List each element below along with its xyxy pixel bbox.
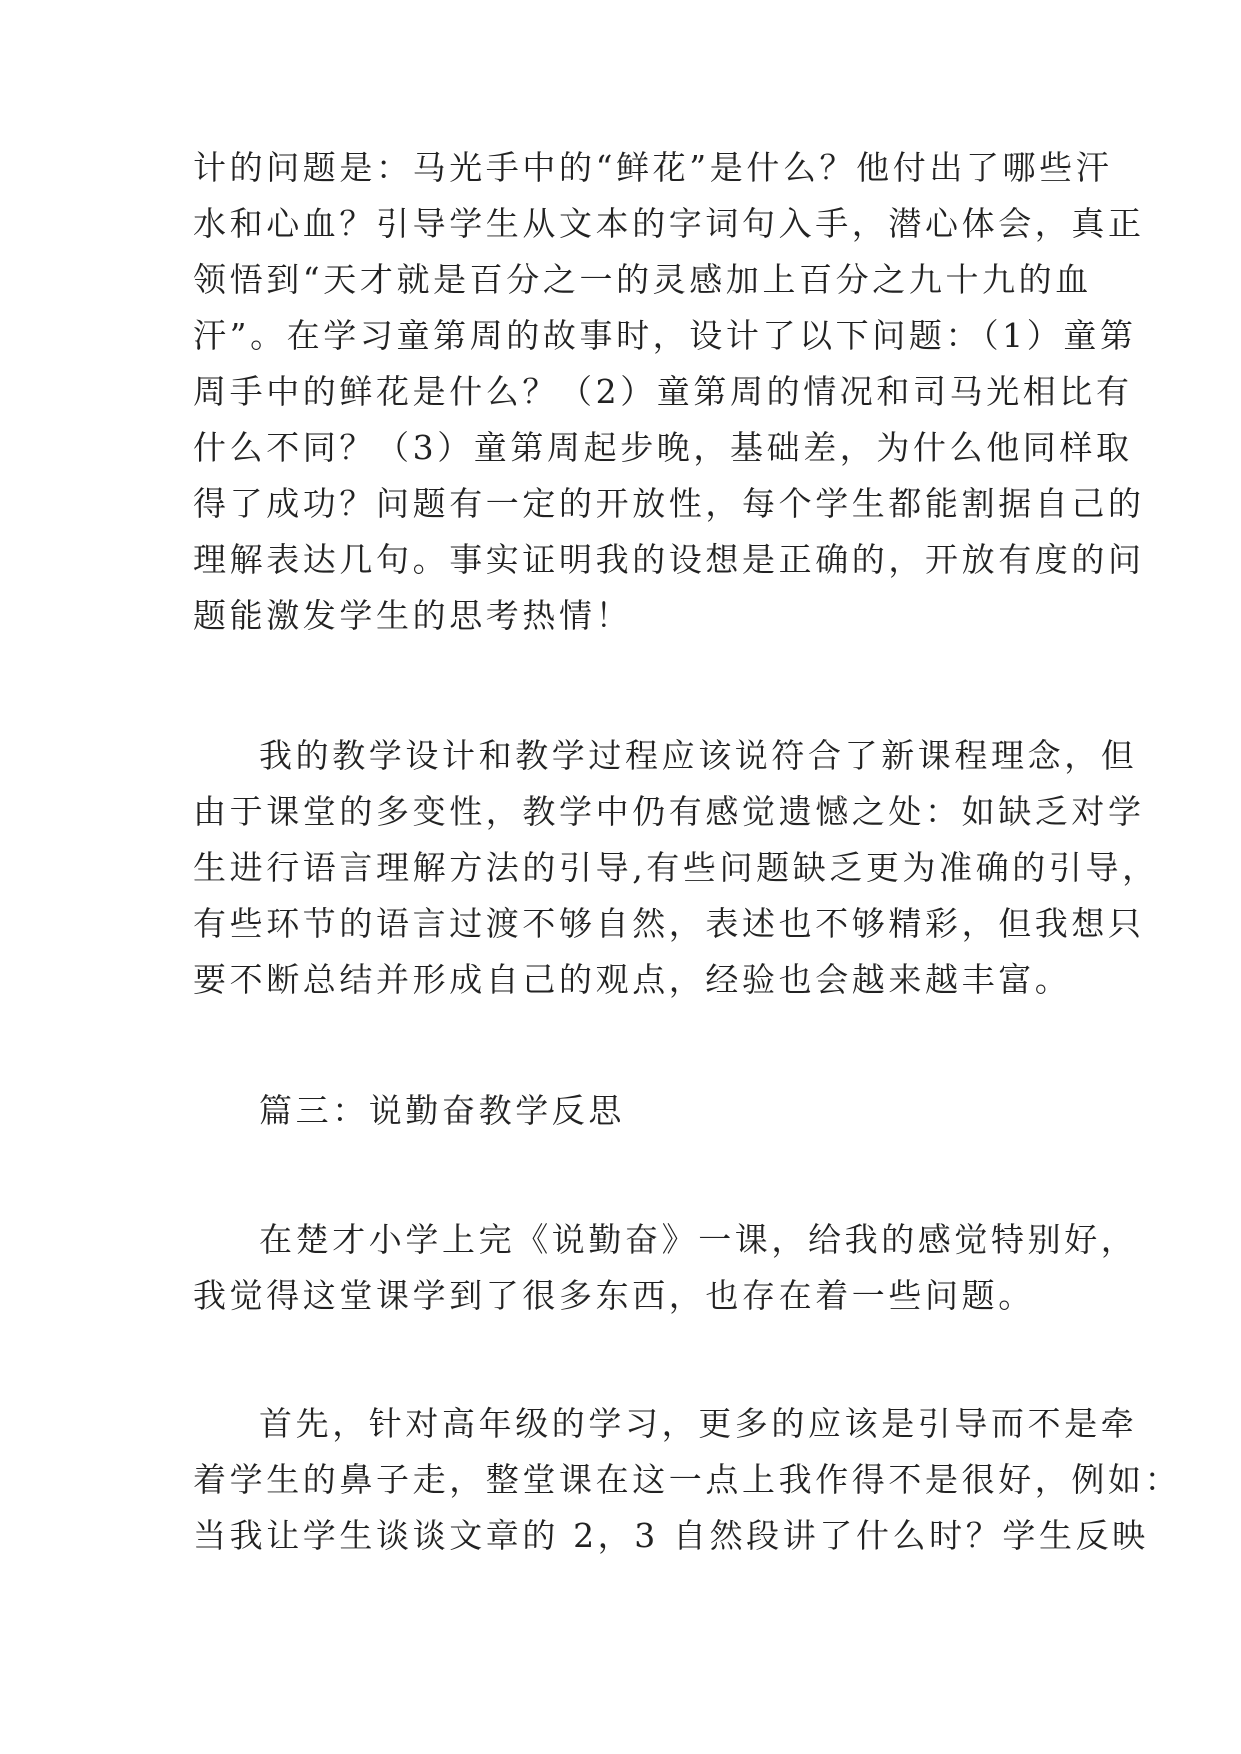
text-line: 得了成功？问题有一定的开放性，每个学生都能割据自己的 [193,484,1145,523]
text-line: 水和心血？引导学生从文本的字词句入手，潜心体会，真正 [193,204,1145,243]
text-line: 着学生的鼻子走，整堂课在这一点上我作得不是很好，例如： [193,1460,1182,1499]
text-line: 理解表达几句。事实证明我的设想是正确的，开放有度的问 [193,540,1145,579]
text-line: 有些环节的语言过渡不够自然，表述也不够精彩，但我想只 [193,904,1145,943]
text-line: 题能激发学生的思考热情！ [193,596,633,635]
text-line: 首先，针对高年级的学习，更多的应该是引导而不是牵 [259,1404,1138,1443]
text-line: 我觉得这堂课学到了很多东西，也存在着一些问题。 [193,1276,1035,1315]
text-line: 汗”。在学习童第周的故事时，设计了以下问题：（1）童第 [193,316,1137,355]
text-line: 周手中的鲜花是什么？（2）童第周的情况和司马光相比有 [193,372,1133,411]
text-line: 什么不同？（3）童第周起步晚，基础差，为什么他同样取 [193,428,1133,467]
text-line: 计的问题是：马光手中的“鲜花”是什么？他付出了哪些汗 [193,148,1113,187]
text-line: 当我让学生谈谈文章的 2，3 自然段讲了什么时？学生反映 [193,1516,1149,1555]
text-line: 我的教学设计和教学过程应该说符合了新课程理念，但 [259,736,1138,775]
text-line: 要不断总结并形成自己的观点，经验也会越来越丰富。 [193,960,1072,999]
text-line: 由于课堂的多变性，教学中仍有感觉遗憾之处：如缺乏对学 [193,792,1145,831]
section-heading: 篇三：说勤奋教学反思 [259,1091,625,1130]
text-line: 在楚才小学上完《说勤奋》一课，给我的感觉特别好， [259,1220,1138,1259]
text-line: 生进行语言理解方法的引导,有些问题缺乏更为准确的引导， [193,848,1159,887]
text-line: 领悟到“天才就是百分之一的灵感加上百分之九十九的血 [193,260,1092,299]
